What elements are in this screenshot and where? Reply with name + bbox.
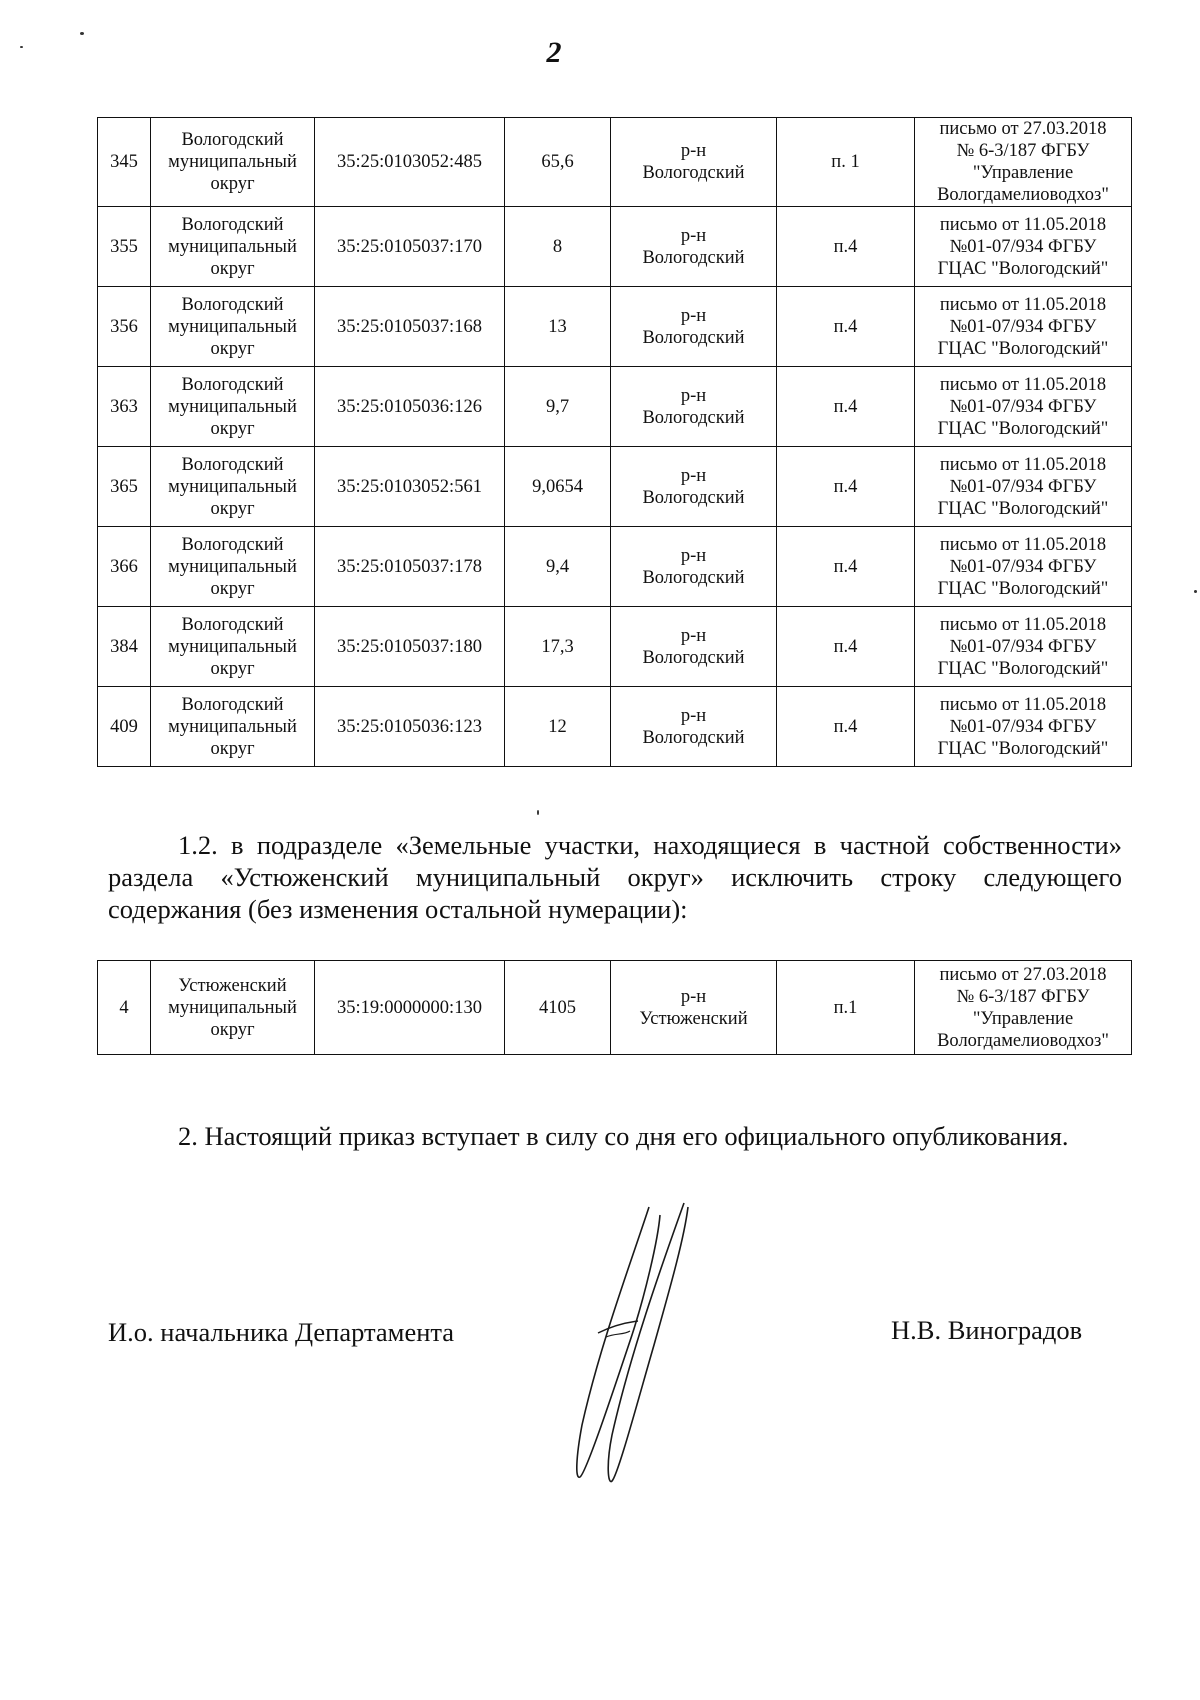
district-cell-line: Устюженский — [639, 1008, 748, 1029]
basis-cell-line: письмо от 27.03.2018 — [939, 119, 1107, 139]
basis-cell-line: письмо от 11.05.2018 — [939, 614, 1107, 635]
district-cell-line: Вологодский — [642, 247, 745, 268]
basis-cell-line: №01-07/934 ФГБУ — [949, 316, 1097, 337]
district-cell-line: Вологодский — [642, 407, 745, 428]
basis-cell-line: письмо от 11.05.2018 — [939, 294, 1107, 315]
excluded-plot-table — [97, 960, 1132, 1055]
basis-cell — [915, 118, 1132, 207]
district-cell — [611, 607, 777, 687]
basis-cell-line: письмо от 11.05.2018 — [939, 374, 1107, 395]
basis-cell — [915, 527, 1132, 607]
municipality-cell — [151, 118, 315, 207]
municipality-cell — [151, 447, 315, 527]
municipality-cell-line: муниципальный — [168, 716, 297, 737]
municipality-cell-line: Вологодский — [181, 214, 284, 235]
basis-cell-line: № 6-3/187 ФГБУ — [956, 141, 1090, 161]
district-cell-line: Вологодский — [642, 327, 745, 348]
basis-cell-line: ГЦАС "Вологодский" — [937, 338, 1109, 359]
basis-cell-line: ГЦАС "Вологодский" — [937, 258, 1109, 279]
clause-cell: п.4 — [777, 367, 915, 447]
area-cell: 13 — [505, 287, 611, 367]
district-cell — [611, 961, 777, 1055]
area-cell: 9,4 — [505, 527, 611, 607]
cadastral-number-cell: 35:19:0000000:130 — [315, 961, 505, 1055]
municipality-cell-line: Вологодский — [181, 130, 284, 150]
district-cell-line: р-н — [680, 385, 707, 406]
basis-cell — [915, 961, 1132, 1055]
district-cell-line: Вологодский — [642, 567, 745, 588]
basis-cell-line: №01-07/934 ФГБУ — [949, 716, 1097, 737]
municipality-cell-line: муниципальный — [168, 556, 297, 577]
basis-cell-line: ГЦАС "Вологодский" — [937, 658, 1109, 679]
basis-cell — [915, 447, 1132, 527]
municipality-cell-line: Вологодский — [181, 294, 284, 315]
district-cell — [611, 687, 777, 767]
district-cell — [611, 367, 777, 447]
clause-cell: п. 1 — [777, 118, 915, 207]
clause-cell: п.4 — [777, 687, 915, 767]
paragraph-1-2-text: 1.2. в подразделе «Земельные участки, находящиеся в частной собственности» раздела «Устюженский муниципальный округ» исключить строку следующего содержания (без изменения остальной нумерации): — [108, 830, 1122, 924]
handwritten-signature — [520, 1195, 700, 1495]
district-cell-line: Вологодский — [642, 647, 745, 668]
district-cell — [611, 527, 777, 607]
row-number-cell: 355 — [98, 207, 151, 287]
basis-cell-line: "Управление — [972, 1008, 1074, 1029]
row-number-cell: 363 — [98, 367, 151, 447]
district-cell-line: р-н — [680, 225, 707, 246]
table-row — [98, 207, 1132, 287]
basis-cell-line: ГЦАС "Вологодский" — [937, 578, 1109, 599]
clause-cell: п.1 — [777, 961, 915, 1055]
basis-cell — [915, 207, 1132, 287]
row-number-cell: 356 — [98, 287, 151, 367]
municipality-cell-line: округ — [210, 174, 255, 194]
basis-cell-line: ГЦАС "Вологодский" — [937, 498, 1109, 519]
district-cell — [611, 287, 777, 367]
page-number: 2 — [546, 36, 562, 69]
municipality-cell-line: округ — [210, 1019, 255, 1040]
cadastral-number-cell: 35:25:0103052:485 — [315, 118, 505, 207]
basis-cell-line: №01-07/934 ФГБУ — [949, 636, 1097, 657]
basis-cell-line: ГЦАС "Вологодский" — [937, 738, 1109, 759]
signatory-name: Н.В. Виноградов — [891, 1315, 1083, 1345]
basis-cell-line: письмо от 11.05.2018 — [939, 534, 1107, 555]
district-cell-line: р-н — [680, 305, 707, 326]
district-cell-line: р-н — [680, 141, 707, 161]
municipality-cell-line: округ — [210, 498, 255, 519]
municipality-cell-line: округ — [210, 578, 255, 599]
basis-cell-line: письмо от 11.05.2018 — [939, 454, 1107, 475]
table-row — [98, 367, 1132, 447]
municipality-cell-line: округ — [210, 418, 255, 439]
municipality-cell-line: муниципальный — [168, 152, 297, 172]
cadastral-number-cell: 35:25:0105036:126 — [315, 367, 505, 447]
clause-cell: п.4 — [777, 447, 915, 527]
basis-cell-line: Вологдамелиоводхоз" — [937, 1030, 1109, 1051]
district-cell-line: р-н — [680, 465, 707, 486]
area-cell: 8 — [505, 207, 611, 287]
district-cell-line: р-н — [680, 545, 707, 566]
basis-cell-line: №01-07/934 ФГБУ — [949, 476, 1097, 497]
municipality-cell-line: муниципальный — [168, 396, 297, 417]
cadastral-number-cell: 35:25:0105036:123 — [315, 687, 505, 767]
basis-cell — [915, 367, 1132, 447]
municipality-cell — [151, 207, 315, 287]
basis-cell-line: "Управление — [972, 163, 1074, 183]
area-cell: 9,0654 — [505, 447, 611, 527]
municipality-cell — [151, 607, 315, 687]
municipality-cell-line: муниципальный — [168, 476, 297, 497]
municipality-cell-line: муниципальный — [168, 636, 297, 657]
basis-cell-line: письмо от 11.05.2018 — [939, 694, 1107, 715]
paragraph-2 — [108, 1120, 1122, 1152]
area-cell: 12 — [505, 687, 611, 767]
municipality-cell-line: Вологодский — [181, 694, 284, 715]
municipality-cell-line: муниципальный — [168, 316, 297, 337]
district-cell-line: Вологодский — [642, 487, 745, 508]
table-row — [98, 607, 1132, 687]
municipality-cell — [151, 961, 315, 1055]
table-row — [98, 287, 1132, 367]
district-cell-line: р-н — [680, 986, 707, 1007]
cadastral-number-cell: 35:25:0105037:170 — [315, 207, 505, 287]
paragraph-1-2 — [108, 829, 1122, 925]
district-cell-line: р-н — [680, 625, 707, 646]
cadastral-number-cell: 35:25:0105037:168 — [315, 287, 505, 367]
row-number-cell: 4 — [98, 961, 151, 1055]
district-cell — [611, 447, 777, 527]
municipality-cell — [151, 687, 315, 767]
signatory-title: И.о. начальника Департамента — [108, 1317, 455, 1347]
municipality-cell-line: Вологодский — [181, 614, 284, 635]
basis-cell-line: №01-07/934 ФГБУ — [949, 556, 1097, 577]
municipality-cell-line: округ — [210, 658, 255, 679]
municipality-cell-line: Вологодский — [181, 534, 284, 555]
basis-cell-line: №01-07/934 ФГБУ — [949, 236, 1097, 257]
municipality-cell-line: округ — [210, 338, 255, 359]
municipality-cell-line: округ — [210, 258, 255, 279]
district-cell — [611, 118, 777, 207]
district-cell-line: Вологодский — [642, 727, 745, 748]
table-row — [98, 961, 1132, 1055]
paragraph-2-text: 2. Настоящий приказ вступает в силу со дня его официального опубликования. — [178, 1121, 1069, 1151]
basis-cell-line: Вологдамелиоводхоз" — [937, 185, 1109, 205]
row-number-cell: 345 — [98, 118, 151, 207]
row-number-cell: 384 — [98, 607, 151, 687]
basis-cell-line: № 6-3/187 ФГБУ — [956, 986, 1090, 1007]
municipality-cell-line: Устюженский — [178, 975, 287, 996]
municipality-cell-line: муниципальный — [168, 997, 297, 1018]
clause-cell: п.4 — [777, 527, 915, 607]
cadastral-number-cell: 35:25:0105037:180 — [315, 607, 505, 687]
row-number-cell: 365 — [98, 447, 151, 527]
municipality-cell-line: муниципальный — [168, 236, 297, 257]
area-cell: 65,6 — [505, 118, 611, 207]
municipality-cell-line: округ — [210, 738, 255, 759]
municipality-cell — [151, 367, 315, 447]
basis-cell-line: ГЦАС "Вологодский" — [937, 418, 1109, 439]
clause-cell: п.4 — [777, 207, 915, 287]
row-number-cell: 409 — [98, 687, 151, 767]
municipality-cell — [151, 527, 315, 607]
land-plots-table — [97, 117, 1132, 767]
row-number-cell: 366 — [98, 527, 151, 607]
basis-cell-line: №01-07/934 ФГБУ — [949, 396, 1097, 417]
basis-cell — [915, 607, 1132, 687]
district-cell-line: р-н — [680, 705, 707, 726]
area-cell: 4105 — [505, 961, 611, 1055]
basis-cell-line: письмо от 11.05.2018 — [939, 214, 1107, 235]
basis-cell-line: письмо от 27.03.2018 — [939, 964, 1107, 985]
district-cell-line: Вологодский — [642, 163, 745, 183]
table-row — [98, 118, 1132, 207]
clause-cell: п.4 — [777, 287, 915, 367]
basis-cell — [915, 687, 1132, 767]
district-cell — [611, 207, 777, 287]
municipality-cell — [151, 287, 315, 367]
cadastral-number-cell: 35:25:0103052:561 — [315, 447, 505, 527]
cadastral-number-cell: 35:25:0105037:178 — [315, 527, 505, 607]
table-row — [98, 527, 1132, 607]
clause-cell: п.4 — [777, 607, 915, 687]
basis-cell — [915, 287, 1132, 367]
municipality-cell-line: Вологодский — [181, 374, 284, 395]
area-cell: 9,7 — [505, 367, 611, 447]
table-row — [98, 447, 1132, 527]
table-row — [98, 687, 1132, 767]
area-cell: 17,3 — [505, 607, 611, 687]
municipality-cell-line: Вологодский — [181, 454, 284, 475]
